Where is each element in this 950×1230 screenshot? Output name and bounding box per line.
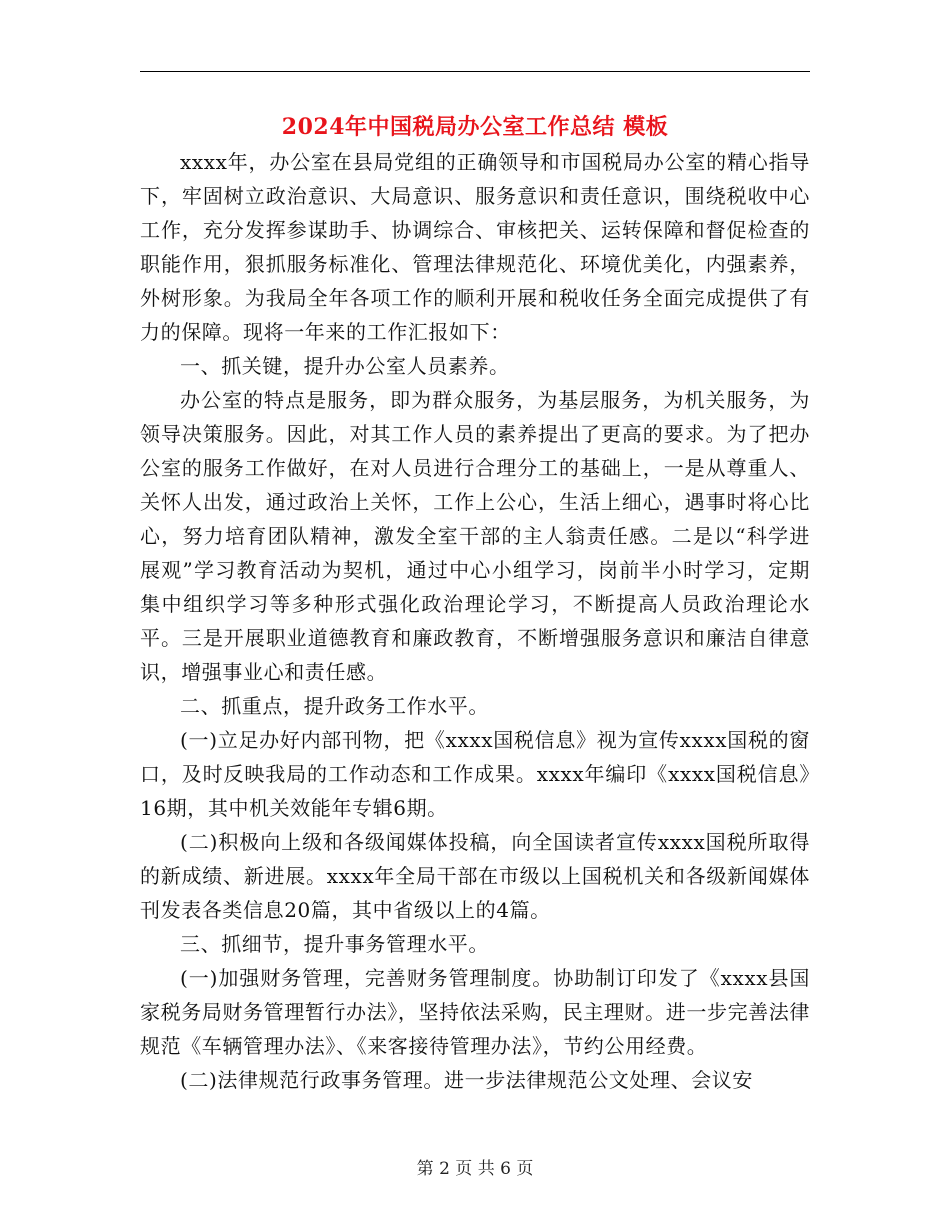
section-heading-2: 二、抓重点，提升政务工作水平。 xyxy=(180,694,489,718)
section-heading-1: 一、抓关键，提升办公室人员素养。 xyxy=(180,354,510,378)
section-1-paragraph: 办公室的特点是服务，即为群众服务，为基层服务，为机关服务，为领导决策服务。因此，对其工作人员的素养提出了更高的要求。为了把办公室的服务工作做好，在对人员进行合理分工的基础上，一是从尊重人、关怀人出发，通过政治上关怀，工作上公心，生活上细心，遇事时将心比心，努力培育团队精神，激发全室干部的主人翁责任感。二是以“科学进展观”学习教育活动为契机，通过中心小组学习，岗前半小时学习，定期集中组织学习等多种形式强化政治理论学习，不断提高人员政治理论水平。三是开展职业道德教育和廉政教育，不断增强服务意识和廉洁自律意识，增强事业心和责任感。 xyxy=(140,388,810,684)
document-title: 2024年中国税局办公室工作总结 模板 xyxy=(281,114,669,140)
section-heading-3: 三、抓细节，提升事务管理水平。 xyxy=(180,932,489,956)
page-number: 第 2 页 共 6 页 xyxy=(416,1159,534,1179)
section-2-item-2: (二)积极向上级和各级闻媒体投稿，向全国读者宣传xxxx国税所取得的新成绩、新进展。xxxx年全局干部在市级以上国税机关和各级新闻媒体刊发表各类信息20篇，其中省级以上的4篇。 xyxy=(140,830,810,922)
document-body xyxy=(140,145,810,1097)
section-3-item-2: (二)法律规范行政事务管理。进一步法律规范公文处理、会议安 xyxy=(180,1068,754,1092)
intro-paragraph: xxxx年，办公室在县局党组的正确领导和市国税局办公室的精心指导下，牢固树立政治意识、大局意识、服务意识和责任意识，围绕税收中心工作，充分发挥参谋助手、协调综合、审核把关、运转保障和督促检查的职能作用，狠抓服务标准化、管理法律规范化、环境优美化，内强素养，外树形象。为我局全年各项工作的顺利开展和税收任务全面完成提供了有力的保障。现将一年来的工作汇报如下： xyxy=(140,150,810,344)
section-2-item-1: (一)立足办好内部刊物，把《xxxx国税信息》视为宣传xxxx国税的窗口，及时反映我局的工作动态和工作成果。xxxx年编印《xxxx国税信息》16期，其中机关效能年专辑6期。 xyxy=(140,728,810,820)
header-rule xyxy=(140,71,810,72)
section-3-item-1: (一)加强财务管理，完善财务管理制度。协助制订印发了《xxxx县国家税务局财务管理暂行办法》，坚持依法采购，民主理财。进一步完善法律规范《车辆管理办法》、《来客接待管理办法》，节约公用经费。 xyxy=(140,966,810,1058)
